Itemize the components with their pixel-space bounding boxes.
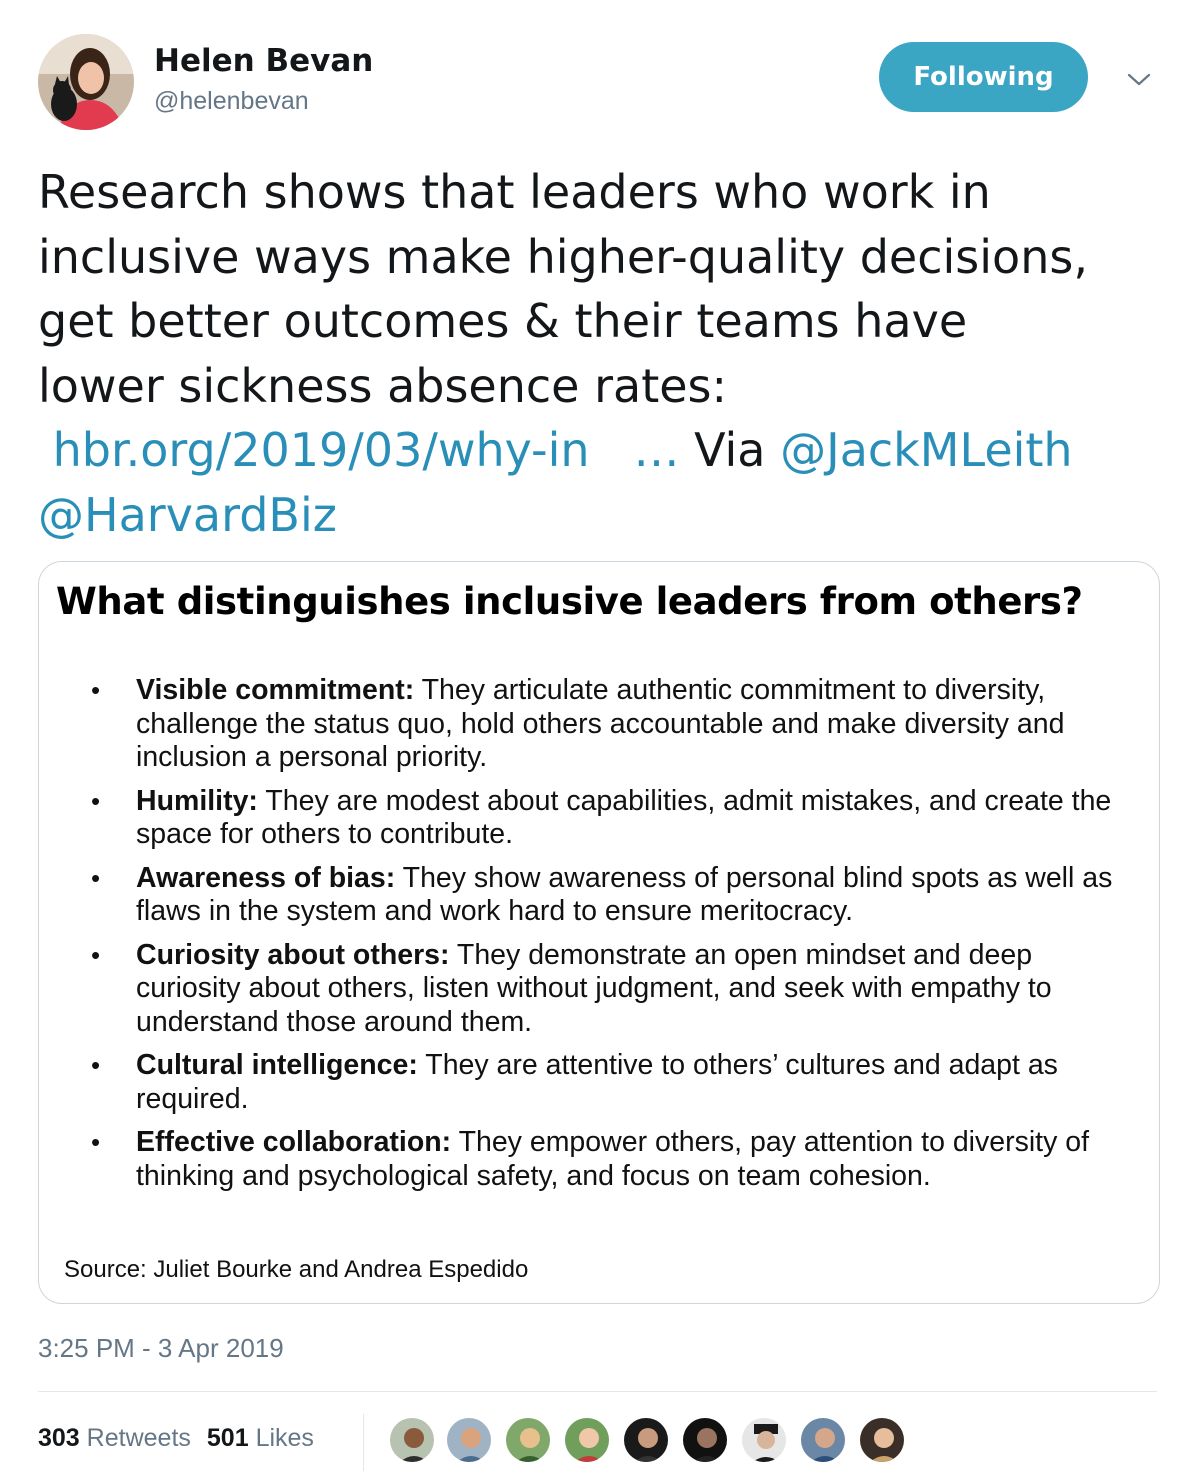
avatar[interactable]: [563, 1416, 611, 1464]
list-item: • Effective collaboration: They empower others, pay attention to diversity of thinking and psychological safety, and focus on team cohesion.: [91, 1126, 1090, 1192]
author-handle[interactable]: @helenbevan: [154, 87, 309, 115]
tweet-media-image[interactable]: [38, 561, 1160, 1304]
tweet-text-line: get better outcomes & their teams have: [38, 294, 968, 348]
tweet-text: [38, 160, 1168, 547]
avatar[interactable]: [858, 1416, 906, 1464]
avatar[interactable]: [388, 1416, 436, 1464]
author-name[interactable]: Helen Bevan: [154, 43, 374, 79]
likes-stat[interactable]: 501 Likes: [206, 1424, 314, 1452]
media-title: What distinguishes inclusive leaders from others?: [56, 580, 1083, 623]
via-text: Via: [694, 423, 766, 477]
author-block[interactable]: [154, 42, 373, 118]
avatar[interactable]: [504, 1416, 552, 1464]
list-item: • Visible commitment: They articulate authentic commitment to diversity, challenge the status quo, hold others accountable and make diversity and inclusion a personal priority.: [91, 674, 1065, 773]
avatar[interactable]: [740, 1416, 788, 1464]
avatar[interactable]: [445, 1416, 493, 1464]
following-button[interactable]: Following: [879, 42, 1088, 112]
list-item: • Cultural intelligence: They are attentive to others’ cultures and adapt as required.: [91, 1049, 1058, 1115]
retweets-stat[interactable]: 303 Retweets: [38, 1424, 191, 1452]
mention-harvardbiz[interactable]: @HarvardBiz: [38, 487, 337, 542]
list-item: • Curiosity about others: They demonstrate an open mindset and deep curiosity about others, listen without judgment, and seek with empathy to understand those around them.: [91, 938, 1052, 1038]
tweet-text-line: Research shows that leaders who work in: [38, 165, 991, 219]
bullet-list: [91, 674, 1141, 1203]
list-item: • Awareness of bias: They show awareness of personal blind spots as well as flaws in the system and work hard to ensure meritocracy.: [91, 861, 1113, 927]
avatar[interactable]: [799, 1416, 847, 1464]
mention-jackmleith[interactable]: @JackMLeith: [780, 423, 1073, 477]
author-avatar[interactable]: [38, 34, 134, 130]
tweet-timestamp[interactable]: 3:25 PM - 3 Apr 2019: [38, 1333, 284, 1363]
chevron-down-icon[interactable]: [1124, 64, 1154, 94]
tweet-text-line: inclusive ways make higher-quality decisions,: [38, 229, 1088, 284]
tweet-stats: [38, 1424, 314, 1453]
divider: [38, 1391, 1157, 1392]
article-link[interactable]: hbr.org/2019/03/why-in …: [52, 423, 680, 477]
avatar[interactable]: [622, 1416, 670, 1464]
avatar[interactable]: [681, 1416, 729, 1464]
tweet-text-line: lower sickness absence rates:: [38, 358, 727, 413]
media-source: Source: Juliet Bourke and Andrea Espedido: [64, 1256, 529, 1283]
divider: [363, 1414, 364, 1471]
list-item: • Humility: They are modest about capabilities, admit mistakes, and create the space for others to contribute.: [91, 784, 1112, 850]
